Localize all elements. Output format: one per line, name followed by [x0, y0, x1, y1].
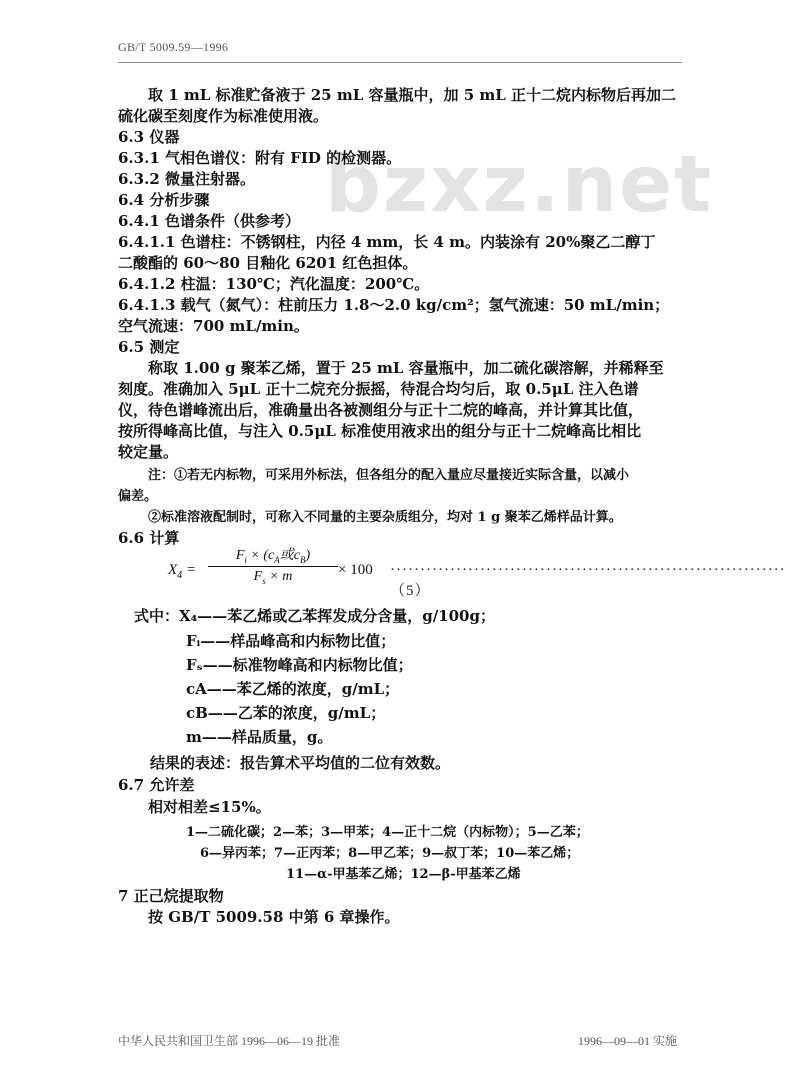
text-line: 6.4.1.2 柱温：130℃；汽化温度：200℃。: [118, 275, 430, 293]
variable-definition: 式中：X₄——苯乙烯或乙苯挥发成分含量，g/100g；: [134, 607, 495, 625]
text-line: 相对相差≤15%。: [148, 798, 271, 816]
variable-definition: Fₛ——标准物峰高和内标物比值；: [186, 656, 413, 674]
text-line: 按所得峰高比值，与注入 0.5μL 标准使用液求出的组分与正十二烷峰高比相比: [118, 422, 642, 440]
variable-definition: cB——乙苯的浓度，g/mL；: [186, 704, 386, 722]
footer-implementation: 1996—09—01 实施: [578, 1034, 678, 1048]
text-line: 空气流速：700 mL/min。: [118, 317, 309, 335]
variable-definition: cA——苯乙烯的浓度，g/mL；: [186, 680, 400, 698]
document-header-id: GB/T 5009.59—1996: [118, 40, 229, 54]
watermark: bzxz.net: [325, 140, 714, 230]
formula-leader-dots: ··································································（5）: [390, 562, 786, 599]
text-line: 二酸酯的 60～80 目釉化 6201 红色担体。: [118, 254, 418, 272]
formula-5: [168, 540, 786, 600]
formula-lhs: $X_4$ =: [168, 562, 197, 581]
text-line: 硫化碳至刻度作为标准使用液。: [118, 107, 329, 125]
note-line: ②标准溶液配制时，可称入不同量的主要杂质组分，均对 1 g 聚苯乙烯样品计算。: [148, 510, 622, 525]
section-heading: 6.6 计算: [118, 529, 180, 547]
text-line: 6.4.1.3 载气（氮气）：柱前压力 1.8～2.0 kg/cm²；氢气流速：50 mL/min；: [118, 296, 670, 314]
section-heading: 6.7 允许差: [118, 776, 195, 794]
variable-definition: Fᵢ——样品峰高和内标物比值；: [186, 632, 396, 650]
section-heading: 6.5 测定: [118, 338, 180, 356]
formula-fraction: [208, 544, 338, 586]
formula-numerator: $F_i \times (c_A$或$c_B$): [235, 548, 311, 565]
text-line: 6.4.1.1 色谱柱：不锈钢柱，内径 4 mm，长 4 m。内装涂有 20%聚乙二醇丁: [118, 233, 656, 251]
section-heading: 6.4 分析步骤: [118, 191, 210, 209]
formula-number: （5）: [390, 583, 431, 599]
formula-denominator: $F_s \times m$: [253, 569, 293, 586]
text-line: 仪，待色谱峰流出后，准确量出各被测组分与正十二烷的峰高，并计算其比值，: [118, 401, 644, 419]
text-line: 6.4.1 色谱条件（供参考）: [118, 212, 300, 230]
legend-line: 6—异丙苯；7—正丙苯；8—甲乙苯；9—叔丁苯；10—苯乙烯；: [200, 846, 580, 861]
text-line: 6.3.2 微量注射器。: [118, 170, 255, 188]
legend-line: 11—α-甲基苯乙烯；12—β-甲基苯乙烯: [286, 867, 521, 882]
text-line: 按 GB/T 5009.58 中第 6 章操作。: [148, 908, 400, 926]
section-heading: 7 正己烷提取物: [118, 887, 224, 905]
formula-multiplier: × 100: [338, 562, 373, 578]
variable-definition: m——样品质量，g。: [186, 728, 333, 746]
section-heading: 6.3 仪器: [118, 128, 180, 146]
note-line: 偏差。: [118, 489, 158, 504]
text-line: 6.3.1 气相色谱仪：附有 FID 的检测器。: [118, 149, 402, 167]
footer-approval: 中华人民共和国卫生部 1996—06—19 批准: [118, 1034, 341, 1048]
fraction-bar: [208, 566, 338, 567]
text-line: 刻度。准确加入 5μL 正十二烷充分振摇，待混合均匀后，取 0.5μL 注入色谱: [118, 380, 639, 398]
header-rule: [118, 62, 682, 63]
text-line: 较定量。: [118, 443, 179, 461]
text-line: 称取 1.00 g 聚苯乙烯，置于 25 mL 容量瓶中，加二硫化碳溶解，并稀释至: [148, 359, 664, 377]
note-line: 注：①若无内标物，可采用外标法，但各组分的配入量应尽量接近实际含量，以减小: [148, 468, 630, 483]
text-line: 结果的表述：报告算术平均值的二位有效数。: [150, 754, 451, 772]
legend-line: 1—二硫化碳；2—苯；3—甲苯；4—正十二烷（内标物）；5—乙苯；: [186, 825, 589, 840]
text-line: 取 1 mL 标准贮备液于 25 mL 容量瓶中，加 5 mL 正十二烷内标物后再加二: [148, 86, 677, 104]
